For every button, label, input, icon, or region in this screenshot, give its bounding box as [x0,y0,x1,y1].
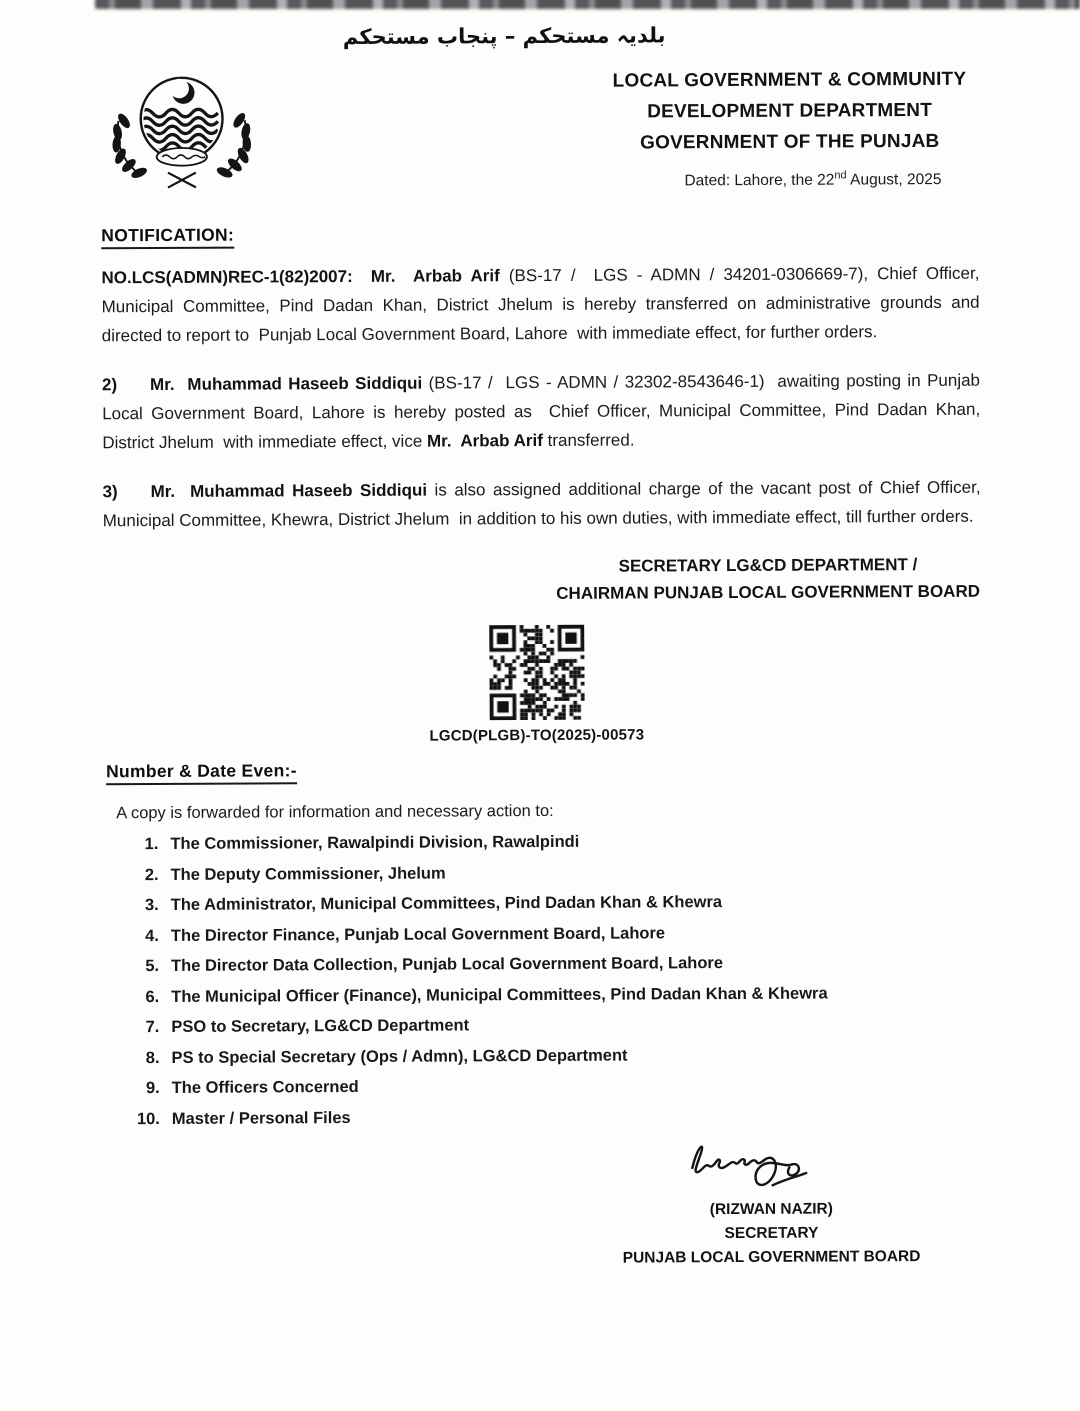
distribution-item-number: 1. [144,835,159,854]
distribution-item-number: 9. [145,1079,160,1098]
department-line-3: GOVERNMENT OF THE PUNJAB [640,130,940,154]
distribution-item [125,860,983,884]
distribution-item-number: 6. [145,987,160,1006]
distribution-item-text: PSO to Secretary, LG&CD Department [171,1016,470,1036]
distribution-item-number: 10. [136,1109,160,1128]
punjab-government-crest-logo [102,63,261,201]
distribution-item-number: 2. [144,865,159,884]
distribution-item [125,1043,983,1067]
department-line-2: DEVELOPMENT DEPARTMENT [647,99,933,123]
distribution-item-number: 8. [145,1048,160,1067]
signatory-organization: PUNJAB LOCAL GOVERNMENT BOARD [622,1248,921,1267]
distribution-item-number: 5. [145,957,160,976]
distribution-item-text: The Director Finance, Punjab Local Government Board, Lahore [170,923,666,945]
date-suffix: August, 2025 [846,171,942,189]
paragraph-number: 3) [102,482,118,502]
distribution-item [124,830,982,854]
qr-code [489,625,584,720]
distribution-item-text: Master / Personal Files [171,1108,351,1128]
distribution-item-number: 4. [145,926,159,945]
signatory-line-2: CHAIRMAN PUNJAB LOCAL GOVERNMENT BOARD [556,581,981,603]
notification-heading: NOTIFICATION: [101,225,234,250]
distribution-item-text: PS to Special Secretary (Ops / Admn), LG&CD Department [171,1046,628,1067]
notification-paragraph: 3) Mr. Muhammad Haseeb Siddiqui is also assigned additional charge of the vacant post of Chief Officer, Municipal Committee, Khewra, District Jhelum in addition to his own duties, with immediate effect, till further orders. [102,477,986,531]
qr-reference-number: LGCD(PLGB)-TO(2025)-00573 [429,726,645,745]
distribution-item [126,1074,984,1098]
department-heading [600,60,979,191]
distribution-item [126,1104,984,1128]
distribution-item-number: 7. [145,1018,160,1037]
department-line-1: LOCAL GOVERNMENT & COMMUNITY [612,68,967,92]
notification-paragraph: 2) Mr. Muhammad Haseeb Siddiqui (BS-17 / LGS - ADMN / 32302-8543646-1) awaiting posting in Punjab Local Government Board, Lahore is hereby posted as Chief Officer, Municipal Committee, Pind Dadan Khan, District Jhelum with immediate effect, vice Mr. Arbab Arif transferred. [101,370,985,453]
distribution-item-text: The Administrator, Municipal Committees, Pind Dadan Khan & Khewra [170,893,723,914]
signatory-name: (RIZWAN NAZIR) [709,1200,833,1219]
distribution-intro: A copy is forwarded for information and necessary action to: [116,801,554,823]
distribution-item [125,952,983,976]
signatory-title: SECRETARY [724,1224,819,1243]
signature-block [606,1135,937,1271]
qr-section [416,624,657,744]
distribution-item-text: The Officers Concerned [171,1077,359,1097]
document-content [100,0,985,1273]
signatory-designation-block [548,551,988,607]
handwritten-signature [676,1136,826,1207]
letterhead [100,60,979,202]
paragraph-number: 2) [101,375,118,395]
distribution-item-number: 3. [144,896,159,915]
date-ordinal: nd [834,169,847,182]
notification-paragraph: NO.LCS(ADMN)REC-1(82)2007: Mr. Arbab Arif (BS-17 / LGS - ADMN / 34201-0306669-7), Chief Officer, Municipal Committee, Pind Dadan Khan, District Jhelum is hereby transferred on administrative grounds and directed to report to Punjab Local Government Board, Lahore with immediate effect, for further orders. [101,263,985,346]
distribution-item [125,891,983,915]
distribution-item-text: The Deputy Commissioner, Jhelum [170,864,446,884]
signatory-line-1: SECRETARY LG&CD DEPARTMENT / [618,555,918,576]
body-paragraphs [101,259,986,536]
number-date-heading: Number & Date Even:- [106,760,297,785]
date-line [601,169,979,191]
distribution-item [125,1013,983,1037]
distribution-list [124,830,984,1129]
distribution-item-text: The Director Data Collection, Punjab Local Government Board, Lahore [171,954,724,975]
urdu-slogan: بلدیہ مستحکم – پنجاب مستحکم [342,23,666,50]
distribution-item-text: The Commissioner, Rawalpindi Division, Rawalpindi [170,832,580,853]
distribution-item-text: The Municipal Officer (Finance), Municipal Committees, Pind Dadan Khan & Khewra [171,984,828,1006]
distribution-item [125,982,983,1006]
distribution-item [125,921,983,945]
date-prefix: Dated: Lahore, the 22 [684,171,835,190]
